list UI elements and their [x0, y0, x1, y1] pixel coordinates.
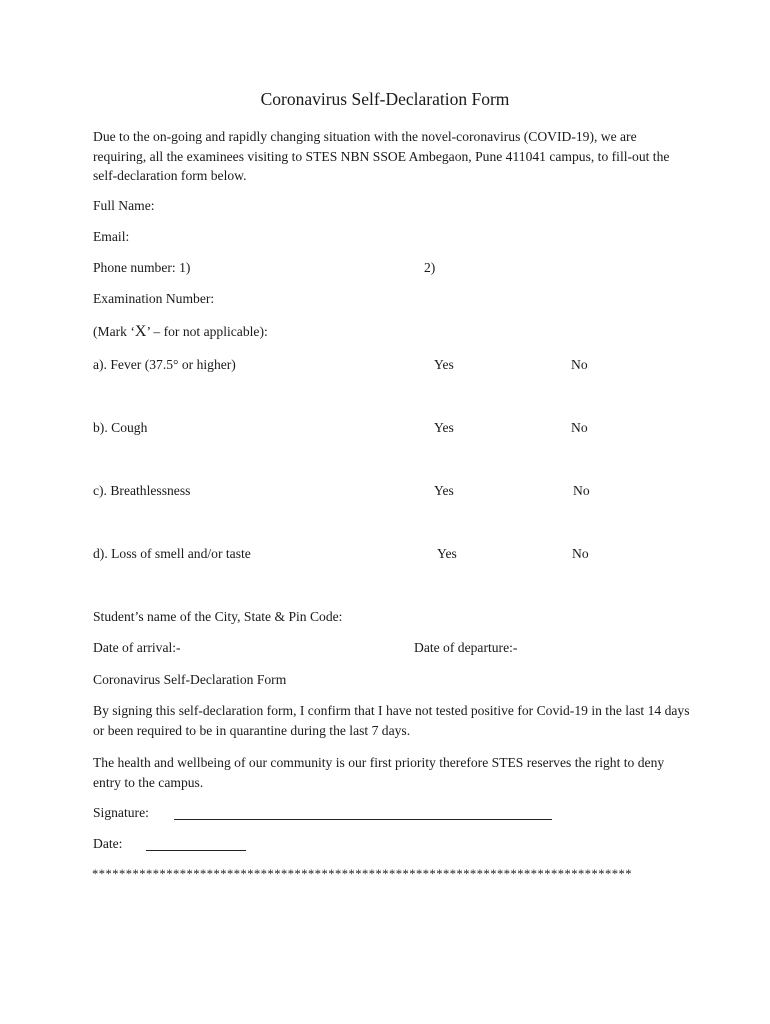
phone-1-label: Phone number: 1) — [93, 260, 191, 275]
exam-number-label: Examination Number: — [93, 291, 215, 306]
date-line[interactable] — [146, 850, 246, 851]
phone-2-label: 2) — [424, 260, 436, 275]
health-paragraph: The health and wellbeing of our community is our first priority therefore STES reserves the right to deny entry to the campus. — [93, 755, 665, 790]
symptom-no-fever: No — [571, 357, 588, 372]
separator-stars: ******************************************************************************** — [92, 867, 632, 881]
date-label: Date: — [93, 836, 123, 851]
symptom-yes-smell-taste: Yes — [437, 546, 457, 561]
mark-prefix: (Mark ‘ — [93, 324, 135, 339]
mark-x: X — [134, 323, 147, 340]
full-name-label: Full Name: — [93, 198, 155, 213]
confirmation-paragraph: By signing this self-declaration form, I confirm that I have not tested positive for Covid-19 in the last 14 days or been required to be in quarantine during the last 7 days. — [93, 703, 690, 738]
symptom-yes-cough: Yes — [434, 420, 454, 435]
form-title: Coronavirus Self-Declaration Form — [260, 89, 510, 109]
symptom-label-fever: a). Fever (37.5° or higher) — [93, 357, 236, 372]
mark-instruction — [93, 324, 268, 340]
mark-suffix: ’ – for not applicable): — [146, 324, 268, 339]
departure-date-label: Date of departure:- — [414, 640, 518, 655]
intro-paragraph: Due to the on-going and rapidly changing situation with the novel-coronavirus (COVID-19), we are requiring, all the examinees visiting to STES NBN SSOE Ambegaon, Pune 411041 campus, to fill-out the self-declaration form below. — [93, 129, 670, 183]
symptom-no-breathlessness: No — [573, 483, 590, 498]
email-label: Email: — [93, 229, 130, 244]
symptom-yes-breathlessness: Yes — [434, 483, 454, 498]
symptom-no-smell-taste: No — [572, 546, 589, 561]
signature-line[interactable] — [174, 819, 552, 820]
arrival-date-label: Date of arrival:- — [93, 640, 181, 655]
symptom-yes-fever: Yes — [434, 357, 454, 372]
city-field-label: Student’s name of the City, State & Pin Code: — [93, 609, 343, 624]
symptom-label-smell-taste: d). Loss of smell and/or taste — [93, 546, 251, 561]
section-subtitle: Coronavirus Self-Declaration Form — [93, 672, 287, 687]
symptom-no-cough: No — [571, 420, 588, 435]
signature-label: Signature: — [93, 805, 149, 820]
symptom-label-breathlessness: c). Breathlessness — [93, 483, 191, 498]
symptom-label-cough: b). Cough — [93, 420, 148, 435]
